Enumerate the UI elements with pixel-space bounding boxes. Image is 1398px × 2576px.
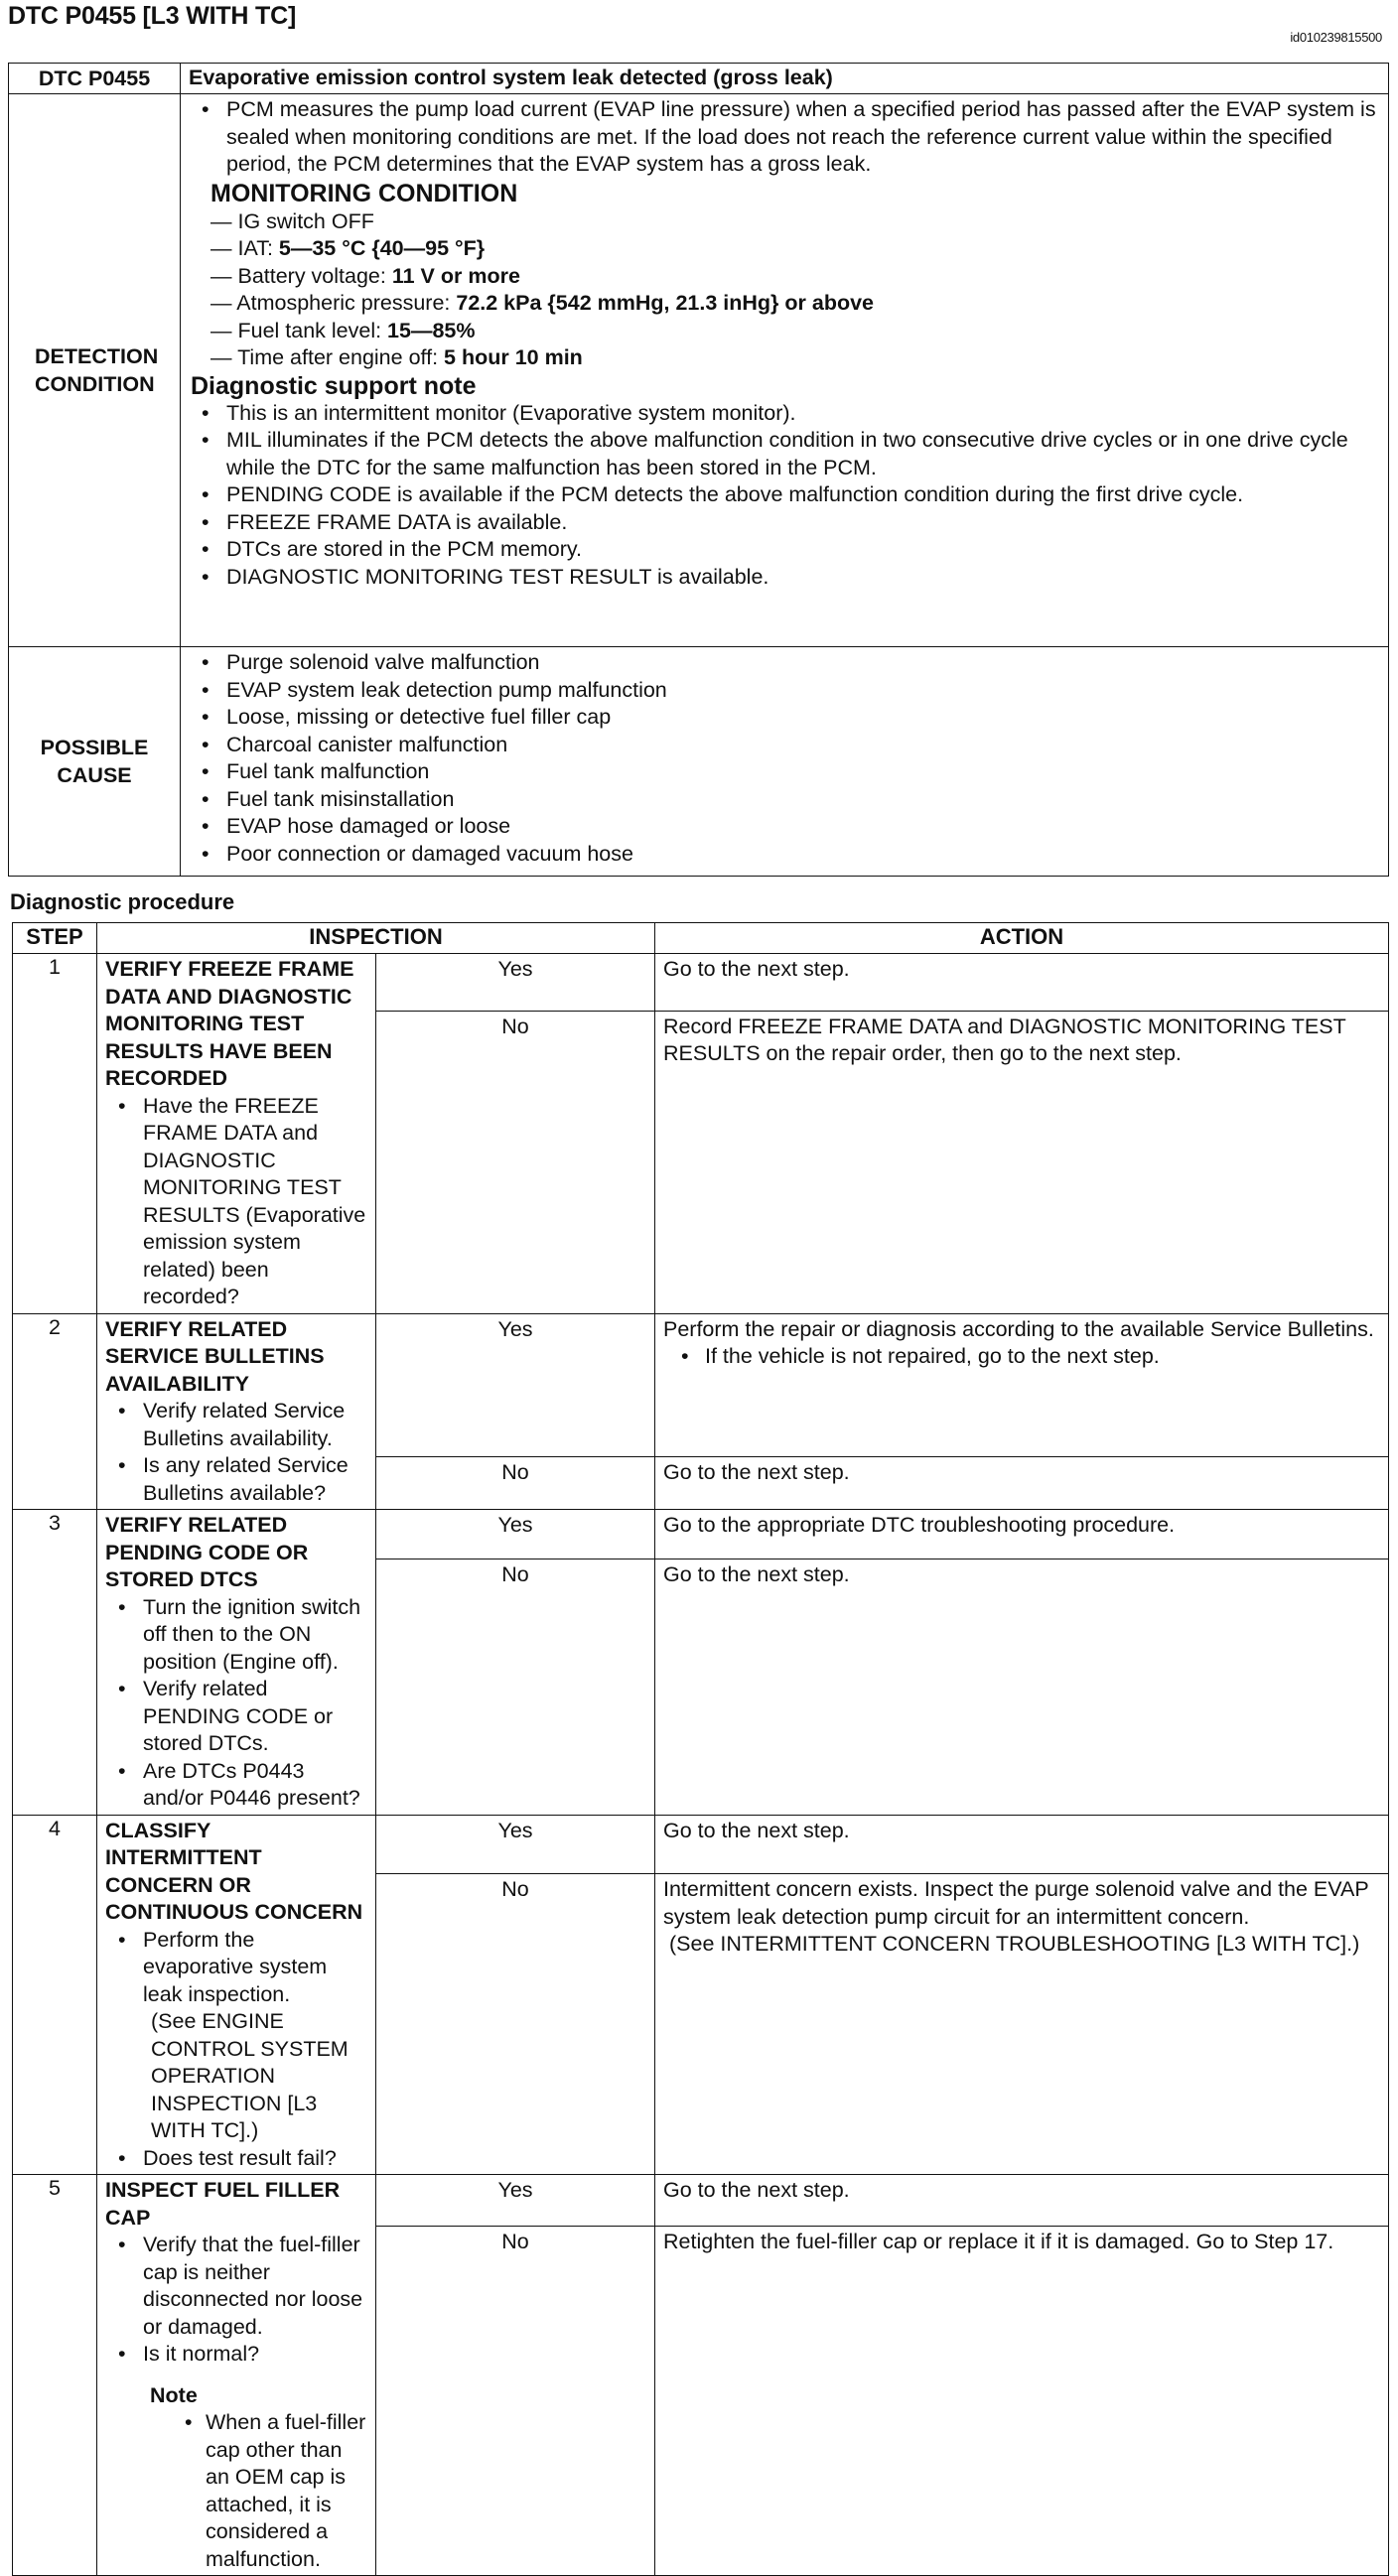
table-row [13,954,1389,1012]
column-header-inspection: INSPECTION [97,923,655,954]
no-action: Retighten the fuel-filler cap or replace it if it is damaged. Go to Step 17. [655,2227,1389,2576]
yes-action: Go to the next step. [655,954,1389,1012]
inspection-item: • Is it normal? [105,2341,369,2369]
support-note: • MIL illuminates if the PCM detects the above malfunction condition in two consecutive drive cycles or in one drive cycle while the DTC for the same malfunction has been stored in the PCM. [191,427,1380,481]
procedure-title: Diagnostic procedure [10,889,235,914]
yes-label: Yes [376,1313,655,1456]
no-label: No [376,1559,655,1815]
step-number: 2 [13,1313,97,1510]
document-id: id010239815500 [1290,30,1382,45]
step-title: VERIFY RELATED SERVICE BULLETINS AVAILABILITY [105,1316,325,1396]
support-note: • DIAGNOSTIC MONITORING TEST RESULT is available. [191,564,1380,592]
step-number: 3 [13,1510,97,1816]
cause-item: • Loose, missing or detective fuel filler cap [191,704,1380,732]
no-label: No [376,2227,655,2576]
cause-item: • Fuel tank misinstallation [191,786,1380,814]
table-row [13,1815,1389,1874]
step-inspection [97,1510,376,1816]
support-note: • FREEZE FRAME DATA is available. [191,509,1380,537]
monitoring-condition-heading: MONITORING CONDITION [210,179,518,207]
yes-label: Yes [376,1510,655,1559]
table-row [13,1313,1389,1456]
cause-item: • EVAP system leak detection pump malfunction [191,677,1380,705]
note-heading: Note [150,2382,198,2407]
yes-action: Go to the appropriate DTC troubleshooting procedure. [655,1510,1389,1559]
inspection-item: • Verify related Service Bulletins availability. [105,1398,369,1452]
table-row [13,2175,1389,2227]
no-label: No [376,1456,655,1509]
cause-item: • Purge solenoid valve malfunction [191,649,1380,677]
table-row [13,1510,1389,1559]
action-subitem: • If the vehicle is not repaired, go to the next step. [663,1343,1382,1371]
cause-item: • EVAP hose damaged or loose [191,813,1380,841]
inspection-item: • Have the FREEZE FRAME DATA and DIAGNOSTIC MONITORING TEST RESULTS (Evaporative emission system related) been recorded? [105,1093,369,1311]
no-label: No [376,1874,655,2175]
detection-condition-label: DETECTION CONDITION [9,94,181,647]
inspection-item: • Does test result fail? [105,2145,369,2173]
cause-item: • Poor connection or damaged vacuum hose [191,841,1380,869]
yes-action: Go to the next step. [655,2175,1389,2227]
reference-link[interactable]: (See ENGINE CONTROL SYSTEM OPERATION INSPECTION [L3 WITH TC].) [151,2009,349,2142]
monitoring-item: — Battery voltage: 11 V or more [210,263,520,288]
monitoring-item: — Fuel tank level: 15—85% [210,318,476,342]
no-action: Intermittent concern exists. Inspect the purge solenoid valve and the EVAP system leak detection pump circuit for an intermittent concern. (See INTERMITTENT CONCERN TROUBLESHOOTING [L3 WITH TC].) [655,1874,1389,2175]
cause-item: • Fuel tank malfunction [191,758,1380,786]
dtc-code: DTC P0455 [9,64,181,94]
step-inspection [97,954,376,1314]
step-title: INSPECT FUEL FILLER CAP [105,2178,341,2230]
dtc-description: Evaporative emission control system leak detected (gross leak) [181,64,1389,94]
inspection-item: • Perform the evaporative system leak inspection. (See ENGINE CONTROL SYSTEM OPERATION INSPECTION [L3 WITH TC].) [105,1927,369,2145]
support-note: • PENDING CODE is available if the PCM detects the above malfunction condition during the first drive cycle. [191,481,1380,509]
step-title: VERIFY RELATED PENDING CODE OR STORED DTCS [105,1513,309,1591]
possible-cause-label: POSSIBLE CAUSE [9,647,181,877]
no-action: Go to the next step. [655,1456,1389,1509]
step-number: 4 [13,1815,97,2175]
monitoring-item: — IG switch OFF [210,208,374,233]
possible-cause-cell [181,647,1389,877]
step-number: 1 [13,954,97,1314]
inspection-item: • Turn the ignition switch off then to the ON position (Engine off). [105,1594,369,1677]
inspection-item: • Verify that the fuel-filler cap is neither disconnected nor loose or damaged. [105,2232,369,2341]
reference-link[interactable]: (See INTERMITTENT CONCERN TROUBLESHOOTING [L3 WITH TC].) [669,1932,1360,1957]
inspection-item: • Are DTCs P0443 and/or P0446 present? [105,1758,369,1813]
diagnostic-procedure-table [12,922,1389,2576]
yes-action: Perform the repair or diagnosis according to the available Service Bulletins. • If the vehicle is not repaired, go to the next step. [655,1313,1389,1456]
yes-label: Yes [376,2175,655,2227]
monitoring-item: — IAT: 5—35 °C {40—95 °F} [210,236,486,260]
monitoring-condition-list [191,208,1380,372]
no-label: No [376,1011,655,1313]
page-title: DTC P0455 [L3 WITH TC] [8,2,297,30]
step-title: CLASSIFY INTERMITTENT CONCERN OR CONTINUOUS CONCERN [105,1818,363,1924]
step-title: VERIFY FREEZE FRAME DATA AND DIAGNOSTIC MONITORING TEST RESULTS HAVE BEEN RECORDED [105,957,354,1090]
column-header-action: ACTION [655,923,1389,954]
column-header-step: STEP [13,923,97,954]
yes-action: Go to the next step. [655,1815,1389,1874]
monitoring-item: — Time after engine off: 5 hour 10 min [210,345,583,369]
step-inspection [97,2175,376,2576]
dtc-summary-table [8,63,1389,877]
no-action: Record FREEZE FRAME DATA and DIAGNOSTIC MONITORING TEST RESULTS on the repair order, then go to the next step. [655,1011,1389,1313]
detection-intro: • PCM measures the pump load current (EVAP line pressure) when a specified period has passed after the EVAP system is sealed when monitoring conditions are met. If the load does not reach the reference current value within the specified period, the PCM determines that the EVAP system has a gross leak. [191,96,1380,179]
inspection-item: • Is any related Service Bulletins available? [105,1452,369,1507]
step-number: 5 [13,2175,97,2576]
possible-cause-list [191,649,1380,868]
diagnostic-support-list [191,400,1380,592]
diagnostic-support-heading: Diagnostic support note [191,371,477,400]
yes-label: Yes [376,1815,655,1874]
step-inspection [97,1313,376,1510]
cause-item: • Charcoal canister malfunction [191,732,1380,759]
note-text: • When a fuel-filler cap other than an OEM cap is attached, it is considered a malfunction. [174,2409,369,2573]
detection-condition-cell [181,94,1389,647]
inspection-item: • Verify related PENDING CODE or stored DTCs. [105,1676,369,1758]
step-inspection [97,1815,376,2175]
no-action: Go to the next step. [655,1559,1389,1815]
support-note: • This is an intermittent monitor (Evaporative system monitor). [191,400,1380,428]
monitoring-item: — Atmospheric pressure: 72.2 kPa {542 mmHg, 21.3 inHg} or above [210,291,874,315]
yes-label: Yes [376,954,655,1012]
support-note: • DTCs are stored in the PCM memory. [191,536,1380,564]
